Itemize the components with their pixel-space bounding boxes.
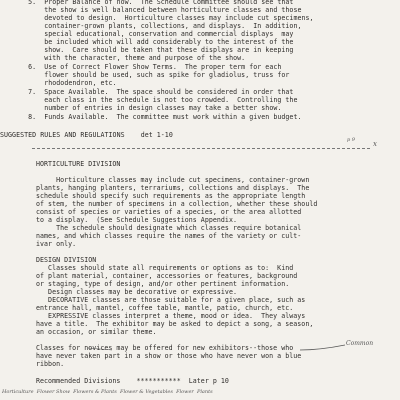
text-line: rhododendron, etc. [0,79,117,87]
text-line: be included which will add considerably to the interest of the [0,38,294,46]
text-line: number of entries in design classes may take a better show. [0,104,282,112]
margin-scrawl: Common [346,340,374,347]
text-line: of plant material, container, accessories or features, background [36,272,298,280]
text-line: devoted to design. Horticulture classes may include cut specimens, [0,14,314,22]
text-line: flower should be used, such as spike for gladiolus, truss for [0,71,290,79]
text-line: ivar only. [36,240,77,248]
text-line: special educational, conservation and commercial displays may [0,30,294,38]
text-line: The schedule should designate which classes require botanical [36,224,302,232]
text-line: ribbon. [36,360,65,368]
text-line: show. Care should be taken that these displays are in keeping [0,46,294,54]
text-line: to a display. (See Schedule Suggestions Appendix. [36,216,237,224]
text-line: schedule should specify such requirements as the appropriate length [36,192,306,200]
text-line: plants, hanging planters, terrariums, collections and displays. The [36,184,310,192]
text-line: with the character, theme and purpose of the show. [0,54,246,62]
text-line: or staging, type of design, and/or other pertinent information. [36,280,290,288]
text-line: of stem, the number of specimens in a collection, whether these should [36,200,318,208]
text-line: 6. Use of Correct Flower Show Terms. The proper term for each [0,63,282,71]
section-heading: SUGGESTED RULES AND REGULATIONS det 1-10 [0,131,173,139]
text-line: consist of species or varieties of a species, or the area allotted [36,208,302,216]
dashed-divider [32,148,370,149]
text-line: 7. Space Available. The space should be considered in order that [0,88,294,96]
text-line: have never taken part in a show or those who have never won a blue [36,352,302,360]
text-line: 5. Proper Balance of now. The Schedule Committee should see that [0,0,294,6]
horticulture-heading: HORTICULTURE DIVISION [36,160,121,168]
design-heading: DESIGN DIVISION [36,256,97,264]
text-line: names, and which classes require the names of the variety or cult- [36,232,302,240]
text-line: an occasion, or similar theme. [36,328,157,336]
bottom-scrawl: Horticulture Flower Show Flowers & Plants Flower & Vegetables Flower Plants [2,389,213,395]
text-line: Classes for novices may be offered for new exhibitors--those who [36,344,294,352]
page-number: p 9 [347,137,355,143]
text-line: have a title. The exhibitor may be asked to depict a song, a season, [36,320,314,328]
text-line: entrance hall, mantel, coffee table, mantle, patio, church, etc. [36,304,294,312]
text-line: DECORATIVE classes are those suitable for a given place, such as [36,296,306,304]
text-line: Design classes may be decorative or expressive. [36,288,237,296]
text-line: the show is well balanced between horticulture classes and those [0,6,302,14]
text-line: Horticulture classes may include cut specimens, container-grown [36,176,310,184]
text-line: 8. Funds Available. The committee must work within a given budget. [0,113,302,121]
text-line: Classes should state all requirements or options as to: Kind [36,264,294,272]
text-line: EXPRESSIVE classes interpret a theme, mood or idea. They always [36,312,306,320]
text-line: container-grown plants, collections, and displays. In addition, [0,22,302,30]
text-line: each class in the schedule is not too crowded. Controlling the [0,96,298,104]
recommended-divisions: Recommended Divisions *********** Later p 10 [36,377,229,385]
corner-mark: x [373,140,377,148]
